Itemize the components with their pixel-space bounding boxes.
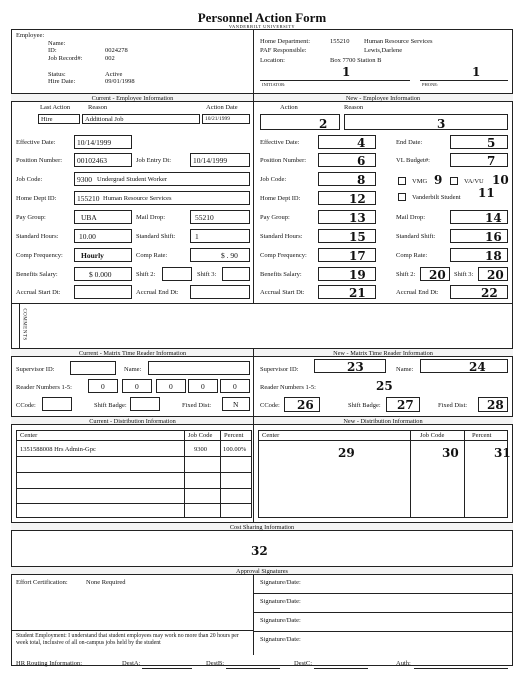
vavu-checkbox[interactable] (450, 177, 458, 185)
field-number-13: 13 (349, 211, 366, 225)
new-fixed-dist-field[interactable] (478, 397, 508, 412)
cur-comp-freq-value: Hourly (81, 251, 104, 260)
new-mail-drop-label: Mail Drop: (396, 214, 426, 221)
cur-dist-col2 (220, 430, 221, 518)
cur-supervisor-field[interactable] (70, 361, 116, 375)
job-record-value: 002 (105, 55, 115, 62)
field-number-7: 7 (487, 154, 496, 168)
cur-reader-1[interactable] (88, 379, 118, 393)
cur-dist-row-center: 1351588008 Hrs Admin-Gpc (20, 446, 96, 453)
new-shift3-field[interactable] (478, 267, 508, 281)
field-number-6: 6 (357, 154, 366, 168)
form-subtitle: VANDERBILT UNIVERSITY (228, 24, 296, 29)
cur-effective-date-label: Effective Date: (16, 139, 56, 146)
cur-position-number-value: 00102463 (77, 156, 107, 165)
cur-position-number-label: Position Number: (16, 157, 63, 164)
cur-comp-rate-field[interactable] (190, 248, 250, 262)
cur-accrual-end-label: Accrual End Dt: (136, 289, 179, 296)
new-dist-col-job-code: Job Code (420, 432, 445, 439)
student-emp-top-line (11, 630, 253, 631)
location-label: Location: (260, 57, 285, 64)
destb-line (226, 668, 280, 669)
cur-std-hours-field[interactable] (74, 229, 132, 243)
cur-effective-date-field[interactable] (74, 135, 132, 149)
effort-cert-label: Effort Certification: (16, 579, 68, 586)
cur-reader-3[interactable] (156, 379, 186, 393)
approval-divider (253, 575, 254, 655)
field-number-24: 24 (469, 360, 486, 374)
new-vl-budget-label: VL Budget#: (396, 157, 430, 164)
cur-accrual-start-label: Accrual Start Dt: (16, 289, 61, 296)
new-action-label: Action (280, 104, 298, 111)
home-dept-name: Human Resource Services (364, 38, 433, 45)
new-end-date-field[interactable] (450, 135, 508, 149)
status-value: Active (105, 71, 123, 78)
field-number-19: 19 (349, 268, 366, 282)
destc-line (314, 668, 368, 669)
last-action-field[interactable] (38, 114, 80, 124)
field-number-5: 5 (487, 136, 496, 150)
field-number-20b: 20 (487, 268, 504, 282)
new-pay-group-label: Pay Group: (260, 214, 290, 221)
initiator-underline (260, 80, 410, 81)
home-dept-label: Home Department: (260, 38, 310, 45)
vmg-checkbox[interactable] (398, 177, 406, 185)
destb-label: DestB: (206, 660, 225, 667)
new-effective-date-field[interactable] (318, 135, 376, 149)
new-accrual-start-field[interactable] (318, 285, 376, 299)
cur-comp-freq-label: Comp Frequency: (16, 252, 63, 259)
current-matrix-header: Current - Matrix Time Reader Information (11, 348, 254, 357)
cur-position-number-field[interactable] (74, 153, 132, 167)
cur-ccode-label: CCode: (16, 402, 36, 409)
cur-effective-date-value: 10/14/1999 (77, 138, 112, 147)
cur-std-shift-label: Standard Shift: (136, 233, 176, 240)
field-number-20: 20 (429, 268, 446, 282)
name-label: Name: (48, 40, 66, 47)
cur-dist-row-line-4 (16, 503, 252, 504)
paf-value: Lewis,Darlene (364, 47, 403, 54)
field-number-10: 10 (492, 173, 509, 187)
new-vl-budget-field[interactable] (450, 153, 508, 167)
cur-mail-drop-field[interactable] (190, 210, 250, 224)
cur-dist-col-percent: Percent (224, 432, 244, 439)
cur-reader-5-value: 0 (233, 382, 237, 391)
action-date-field[interactable] (202, 114, 250, 124)
new-dist-col2 (464, 430, 465, 518)
new-ccode-label: CCode: (260, 402, 280, 409)
new-dist-col-center: Center (262, 432, 280, 439)
matrix-section-divider (253, 348, 254, 416)
field-number-26: 26 (297, 398, 314, 412)
hire-date-value: 09/01/1998 (105, 78, 135, 85)
cur-dist-head-line (16, 440, 252, 441)
field-number-2: 2 (319, 117, 328, 131)
cur-shift3-label: Shift 3: (197, 271, 217, 278)
new-job-code-label: Job Code: (260, 176, 287, 183)
new-shift2-field[interactable] (420, 267, 450, 281)
new-comp-freq-field[interactable] (318, 248, 376, 262)
new-reader-field[interactable] (330, 379, 508, 393)
new-reader-label: Reader Numbers 1-5: (260, 384, 316, 391)
field-number-1b: 1 (472, 65, 481, 79)
reason-label: Reason (88, 104, 108, 111)
signature-label-4: Signature/Date: (260, 636, 301, 643)
field-number-18: 18 (485, 249, 502, 263)
phone-underline (420, 80, 508, 81)
new-shift3-label: Shift 3: (454, 271, 474, 278)
new-dist-col1 (410, 430, 411, 518)
new-std-hours-label: Standard Hours: (260, 233, 303, 240)
new-employee-header: New - Employee Information (253, 93, 513, 102)
current-distribution-table (16, 430, 252, 518)
cur-fixed-dist-label: Fixed Dist: (182, 402, 212, 409)
cur-accrual-end-field[interactable] (190, 285, 250, 299)
cost-sharing-header: Cost Sharing Information (11, 522, 513, 531)
new-std-shift-field[interactable] (450, 229, 508, 243)
cur-job-entry-label: Job Entry Dt: (136, 157, 172, 164)
vavu-label: VA/VU (464, 178, 484, 185)
cur-benefits-salary-field[interactable] (74, 267, 132, 281)
cur-pay-group-label: Pay Group: (16, 214, 46, 221)
new-matrix-header: New - Matrix Time Reader Information (253, 348, 513, 357)
field-number-29: 29 (338, 446, 355, 460)
comments-label: COMMENTS (21, 308, 27, 341)
cur-pay-group-field[interactable] (74, 210, 132, 224)
new-distribution-table (258, 430, 508, 518)
cur-job-entry-field[interactable] (190, 153, 250, 167)
field-number-1: 1 (342, 65, 351, 79)
current-distribution-header: Current - Distribution Information (11, 416, 254, 425)
cur-reader-5[interactable] (220, 379, 250, 393)
field-number-28: 28 (487, 398, 504, 412)
status-label: Status: (48, 71, 66, 78)
cur-ccode-field[interactable] (42, 397, 72, 411)
new-supervisor-label: Supervisor ID: (260, 366, 299, 373)
new-mail-drop-field[interactable] (450, 210, 508, 224)
desta-label: DestA: (122, 660, 141, 667)
auth-line (414, 668, 508, 669)
action-date-label: Action Date (206, 104, 238, 111)
new-comp-rate-label: Comp Rate: (396, 252, 428, 259)
employee-section-divider (253, 93, 254, 303)
destc-label: DestC: (294, 660, 313, 667)
cur-std-shift-value: 1 (195, 232, 199, 241)
new-shift-badge-field[interactable] (386, 397, 420, 412)
cur-reader-3-value: 0 (169, 382, 173, 391)
vanderbilt-student-checkbox[interactable] (398, 193, 406, 201)
new-reason-field[interactable] (344, 114, 508, 130)
new-end-date-label: End Date: (396, 139, 423, 146)
reason-field[interactable] (82, 114, 200, 124)
cur-home-dept-field[interactable] (74, 191, 250, 205)
cur-dist-col-job-code: Job Code (188, 432, 213, 439)
cur-dist-col-center: Center (20, 432, 38, 439)
cur-mail-drop-label: Mail Drop: (136, 214, 166, 221)
effort-cert-value: None Required (86, 579, 126, 586)
cur-shift-badge-field[interactable] (130, 397, 160, 411)
field-number-15: 15 (349, 230, 366, 244)
field-number-30: 30 (442, 446, 459, 460)
reason-value: Additional Job (85, 116, 124, 123)
cur-reader-4-value: 0 (201, 382, 205, 391)
new-home-dept-label: Home Dept ID: (260, 195, 301, 202)
new-supervisor-field[interactable] (314, 359, 386, 373)
cur-job-code-value: 9300 (77, 175, 92, 184)
field-number-11: 11 (478, 186, 495, 200)
id-label: ID: (48, 47, 57, 54)
job-record-label: Job Record#: (48, 55, 83, 62)
signature-line-2 (253, 612, 513, 613)
form-title: Personnel Action Form (197, 10, 327, 25)
cur-job-entry-value: 10/14/1999 (193, 156, 228, 165)
field-number-21: 21 (349, 286, 366, 300)
current-employee-header: Current - Employee Information (11, 93, 254, 102)
cur-comp-freq-field[interactable] (74, 248, 132, 262)
cur-dist-row-percent: 100.00% (223, 446, 247, 453)
initiator-label: INITIATOR: (262, 82, 286, 87)
cur-comp-rate-value: $ . 90 (221, 251, 238, 260)
cur-fixed-dist-field[interactable] (222, 397, 250, 411)
paf-label: PAF Responsible: (260, 47, 307, 54)
last-action-label: Last Action (40, 104, 71, 111)
vmg-label: VMG (412, 178, 428, 185)
field-number-12: 12 (349, 192, 366, 206)
new-dist-head-line (258, 440, 508, 441)
cur-std-hours-label: Standard Hours: (16, 233, 59, 240)
cur-shift-badge-label: Shift Badge: (94, 402, 127, 409)
cur-reader-2-value: 0 (135, 382, 139, 391)
field-number-16: 16 (485, 230, 502, 244)
signature-label-2: Signature/Date: (260, 598, 301, 605)
action-date-value: 10/21/1999 (205, 116, 231, 122)
cur-dist-row-line-2 (16, 472, 252, 473)
new-fixed-dist-label: Fixed Dist: (438, 402, 468, 409)
comments-field[interactable] (20, 304, 513, 348)
field-number-31: 31 (494, 446, 511, 460)
auth-label: Auth: (396, 660, 411, 667)
new-pay-group-field[interactable] (318, 210, 376, 224)
employee-label: Employee: (16, 32, 45, 39)
cur-home-dept-label: Home Dept ID: (16, 195, 57, 202)
signature-line-3 (253, 631, 513, 632)
cur-matrix-name-label: Name: (124, 366, 142, 373)
hire-date-label: Hire Date: (48, 78, 76, 85)
field-number-25: 25 (376, 379, 393, 393)
cur-fixed-dist-value: N (233, 400, 239, 409)
cur-benefits-salary-label: Benefits Salary: (16, 271, 58, 278)
cur-dist-row-job-code: 9300 (194, 446, 207, 453)
cur-home-dept-desc: Human Resource Services (103, 195, 172, 202)
cur-reader-4[interactable] (188, 379, 218, 393)
field-number-4: 4 (357, 136, 366, 150)
cur-shift2-field[interactable] (162, 267, 192, 281)
new-std-shift-label: Standard Shift: (396, 233, 436, 240)
cur-job-code-label: Job Code: (16, 176, 43, 183)
field-number-14: 14 (485, 211, 502, 225)
new-shift2-label: Shift 2: (396, 271, 416, 278)
new-home-dept-field[interactable] (318, 191, 376, 205)
last-action-value: Hire (41, 116, 53, 123)
new-action-field[interactable] (260, 114, 340, 130)
new-matrix-name-field[interactable] (420, 359, 508, 373)
cur-dist-row-line-3 (16, 488, 252, 489)
signature-label-1: Signature/Date: (260, 579, 301, 586)
field-number-3: 3 (437, 117, 446, 131)
phone-label: PHONE: (422, 82, 439, 87)
student-emp-text: Student Employment: I understand that student employees may work no more than 20 hours per week total, inclusive of all on-campus jobs held by the student (16, 633, 239, 646)
new-shift-badge-label: Shift Badge: (348, 402, 381, 409)
home-dept-code: 155210 (330, 38, 350, 45)
field-number-22: 22 (481, 286, 498, 300)
new-distribution-header: New - Distribution Information (253, 416, 513, 425)
cur-pay-group-value: UBA (81, 213, 97, 222)
field-number-8: 8 (357, 173, 366, 187)
vanderbilt-student-label: Vanderbilt Student (412, 194, 461, 201)
cur-dist-row-line-1 (16, 456, 252, 457)
new-accrual-end-field[interactable] (450, 285, 508, 299)
hr-routing-label: HR Routing Information: (16, 660, 83, 667)
cur-job-code-field[interactable] (74, 172, 250, 186)
cur-matrix-name-field[interactable] (148, 361, 250, 375)
cur-reader-2[interactable] (122, 379, 152, 393)
signature-line-1 (253, 593, 513, 594)
approval-header: Approval Signatures (11, 566, 513, 575)
cur-job-code-desc: Undergrad Student Worker (97, 176, 167, 183)
cur-shift3-field[interactable] (222, 267, 250, 281)
new-position-number-label: Position Number: (260, 157, 307, 164)
new-benefits-salary-label: Benefits Salary: (260, 271, 302, 278)
new-reason-label: Reason (344, 104, 364, 111)
new-std-hours-field[interactable] (318, 229, 376, 243)
new-accrual-start-label: Accrual Start Dt: (260, 289, 305, 296)
cur-accrual-start-field[interactable] (74, 285, 132, 299)
cur-mail-drop-value: 55210 (195, 213, 214, 222)
cur-dist-col1 (184, 430, 185, 518)
cur-reader-1-value: 0 (101, 382, 105, 391)
cur-benefits-salary-value: $ 0.000 (89, 270, 112, 279)
new-dist-col-percent: Percent (472, 432, 492, 439)
new-effective-date-label: Effective Date: (260, 139, 300, 146)
field-number-9: 9 (434, 173, 443, 187)
field-number-32: 32 (251, 544, 268, 558)
header-divider-vertical (253, 29, 254, 93)
cur-std-hours-value: 10.00 (79, 232, 96, 241)
cur-std-shift-field[interactable] (190, 229, 250, 243)
field-number-17: 17 (349, 249, 366, 263)
cur-supervisor-label: Supervisor ID: (16, 366, 55, 373)
location-value: Box 7700 Station B (330, 57, 382, 64)
new-comp-rate-field[interactable] (450, 248, 508, 262)
cur-shift2-label: Shift 2: (136, 271, 156, 278)
signature-label-3: Signature/Date: (260, 617, 301, 624)
new-position-number-field[interactable] (318, 153, 376, 167)
field-number-23: 23 (347, 360, 364, 374)
new-benefits-salary-field[interactable] (318, 267, 376, 281)
cur-comp-rate-label: Comp Rate: (136, 252, 168, 259)
new-comp-freq-label: Comp Frequency: (260, 252, 307, 259)
id-value: 0024278 (105, 47, 128, 54)
new-matrix-name-label: Name: (396, 366, 414, 373)
cur-reader-label: Reader Numbers 1-5: (16, 384, 72, 391)
desta-line (142, 668, 192, 669)
new-job-code-field[interactable] (318, 172, 376, 186)
new-accrual-end-label: Accrual End Dt: (396, 289, 439, 296)
field-number-27: 27 (397, 398, 414, 412)
distribution-section-divider (253, 416, 254, 522)
cur-home-dept-value: 155210 (77, 194, 100, 203)
new-ccode-field[interactable] (284, 397, 320, 412)
